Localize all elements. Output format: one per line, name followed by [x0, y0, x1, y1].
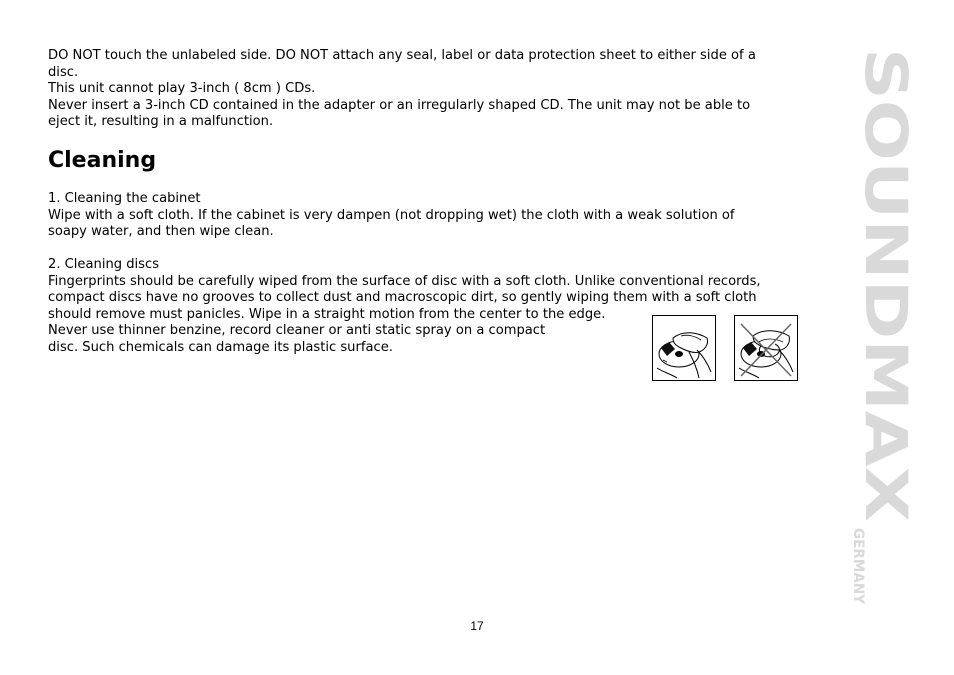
cabinet-section — [48, 191, 818, 241]
discs-line: should remove must panicles. Wipe in a straight motion from the center to the edge. — [48, 306, 606, 322]
section-title: Cleaning — [48, 148, 157, 173]
disc-wipe-incorrect-icon — [735, 316, 797, 380]
brand-sub: GERMANY — [850, 528, 866, 607]
intro-line: This unit cannot play 3-inch ( 8cm ) CDs. — [48, 81, 316, 96]
discs-line: disc. Such chemicals can damage its plastic surface. — [48, 339, 393, 355]
disc-wipe-correct-illustration — [652, 315, 716, 381]
cabinet-heading: 1. Cleaning the cabinet — [48, 191, 201, 206]
cabinet-line: soapy water, and then wipe clean. — [48, 224, 274, 239]
intro-line: Never insert a 3-inch CD contained in the adapter or an irregularly shaped CD. The unit may not be able to — [48, 97, 751, 113]
brand-name: SOUNDMAX — [852, 48, 920, 431]
intro-line: disc. — [48, 64, 79, 80]
discs-heading: 2. Cleaning discs — [48, 257, 160, 272]
soundmax-germany-logo — [842, 48, 920, 607]
discs-line: compact discs have no grooves to collect dust and macroscopic dirt, so gently wiping them with a soft cloth — [48, 290, 757, 305]
intro-paragraph — [48, 48, 818, 131]
intro-line: DO NOT touch the unlabeled side. DO NOT attach any seal, label or data protection sheet to either side of a — [48, 48, 756, 63]
page-number: 17 — [470, 619, 484, 633]
disc-wipe-correct-icon — [653, 316, 715, 380]
cabinet-line: Wipe with a soft cloth. If the cabinet is very dampen (not dropping wet) the cloth with a weak solution of — [48, 207, 735, 223]
intro-line: eject it, resulting in a malfunction. — [48, 114, 274, 129]
discs-line: Fingerprints should be carefully wiped from the surface of disc with a soft cloth. Unlike conventional records, — [48, 273, 761, 289]
discs-line: Never use thinner benzine, record cleaner or anti static spray on a compact — [48, 323, 546, 338]
disc-wipe-incorrect-illustration — [734, 315, 798, 381]
